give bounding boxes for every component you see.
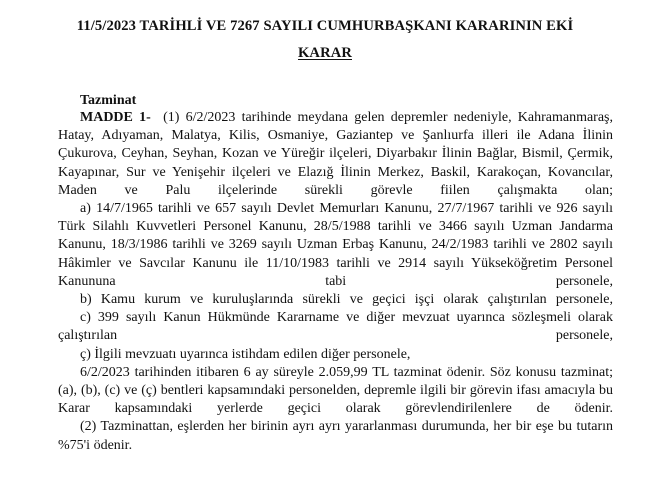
clause-b: b) Kamu kurum ve kuruluşlarında sürekli ve geçici işçi olarak çalıştırılan personele, xyxy=(80,292,613,308)
clause-c: c) 399 sayılı Kanun Hükmünde Kararname ve diğer mevzuat uyarınca sözleşmeli olarak çalıştırılan personele, xyxy=(58,310,613,344)
article-body xyxy=(58,109,613,455)
clause-cc: ç) İlgili mevzuatı uyarınca istihdam edilen diğer personele, xyxy=(80,346,411,362)
article-paragraph-1 xyxy=(58,109,613,200)
section-heading: Tazminat xyxy=(80,93,137,108)
paragraph-1-text: (1) 6/2/2023 tarihinde meydana gelen depremler nedeniyle, Kahramanmaraş, Hatay, Adıyaman, Malatya, Kilis, Osmaniye, Gaziantep ve Şanlıurfa illeri ile Adana İlinin Çukurova, Ceyhan, Seyhan, Kozan ve Yüreğir ilçeleri, Diyarbakır İlinin Bağlar, Bismil, Çermik, Kayapınar, Sur ve Yenişehir ilçeleri ve Elazığ İlinin Merkez, Baskil, Karakoçan, Kovancılar, Maden ve Palu ilçelerinde sürekli görevle fiilen çalışmakta olan; xyxy=(58,110,614,198)
article-label: MADDE 1- xyxy=(80,110,151,125)
clause-a: a) 14/7/1965 tarihli ve 657 sayılı Devlet Memurları Kanunu, 27/7/1967 tarihli ve 926 sayılı Türk Silahlı Kuvvetleri Personel Kanunu, 28/5/1988 tarihli ve 3466 sayılı Uzman Jandarma Kanunu, 18/3/1986 tarihli ve 3269 sayılı Uzman Erbaş Kanunu, 24/2/1983 tarihli ve 2802 sayılı Hâkimler ve Savcılar Kanunu ile 11/10/1983 tarihli ve 2914 sayılı Yükseköğretim Personel Kanununa tabi personele, xyxy=(58,201,613,289)
compensation-paragraph: 6/2/2023 tarihinden itibaren 6 ay süreyle 2.059,99 TL tazminat ödenir. Söz konusu tazminat; (a), (b), (c) ve (ç) bentleri kapsamındaki personelden, depremle ilgili bir görevin ifası amacıyla bu Karar kapsamındaki yerlerde geçici olarak görevlendirilenlere de ödenir. xyxy=(58,364,613,417)
article-paragraph-2: (2) Tazminattan, eşlerden her birinin ayrı ayrı yararlanması durumunda, her bir eşe bu tutarın %75'i ödenir. xyxy=(58,419,613,453)
document-subtitle: KARAR xyxy=(297,45,352,61)
document-title: 11/5/2023 TARİHLİ VE 7267 SAYILI CUMHURBAŞKANI KARARININ EKİ xyxy=(76,18,574,34)
